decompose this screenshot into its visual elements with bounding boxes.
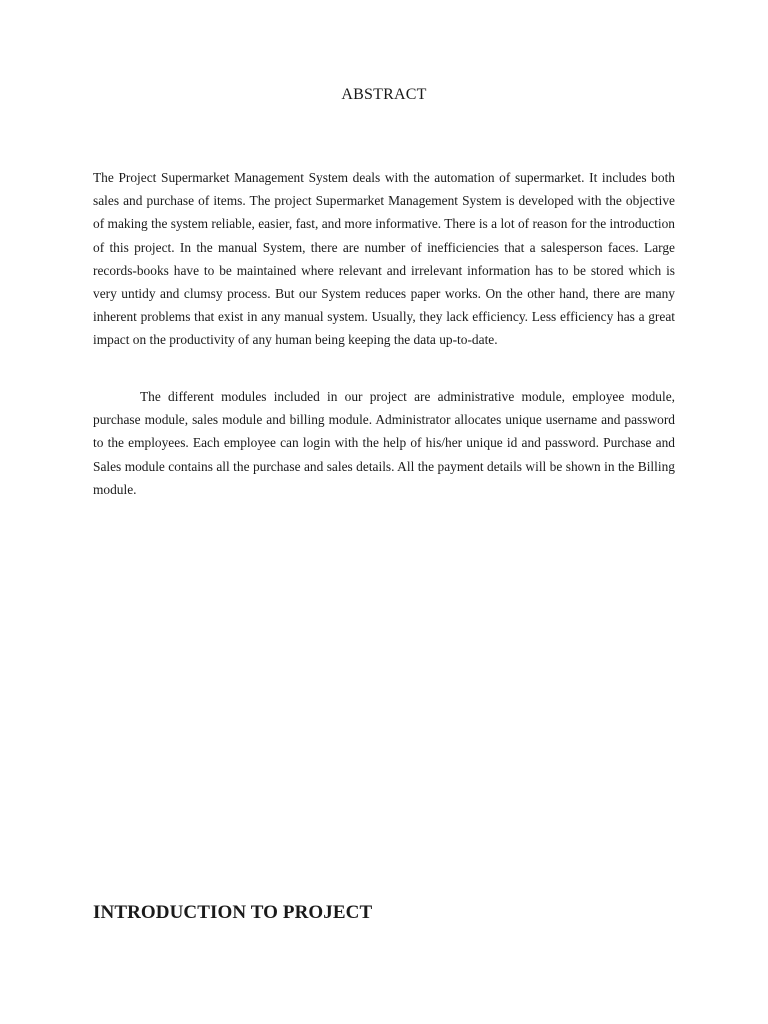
introduction-heading: INTRODUCTION TO PROJECT bbox=[93, 902, 373, 923]
abstract-heading: ABSTRACT bbox=[341, 86, 427, 103]
abstract-paragraph-2: The different modules included in our project are administrative module, employee module, purchase module, sales module and billing module. Administrator allocates unique username and password to the employees. Each employee can login with the help of his/her unique id and password. Purchase and Sales module contains all the purchase and sales details. All the payment details will be shown in the Billing module. bbox=[93, 389, 675, 497]
abstract-paragraph-1: The Project Supermarket Management System deals with the automation of supermarket. It includes both sales and purchase of items. The project Supermarket Management System is developed with the objective of making the system reliable, easier, fast, and more informative. There is a lot of reason for the introduction of this project. In the manual System, there are number of inefficiencies that a salesperson faces. Large records-books have to be maintained where relevant and irrelevant information has to be stored which is very untidy and clumsy process. But our System reduces paper works. On the other hand, there are many inherent problems that exist in any manual system. Usually, they lack efficiency. Less efficiency has a great impact on the productivity of any human being keeping the data up-to-date. bbox=[93, 170, 675, 348]
